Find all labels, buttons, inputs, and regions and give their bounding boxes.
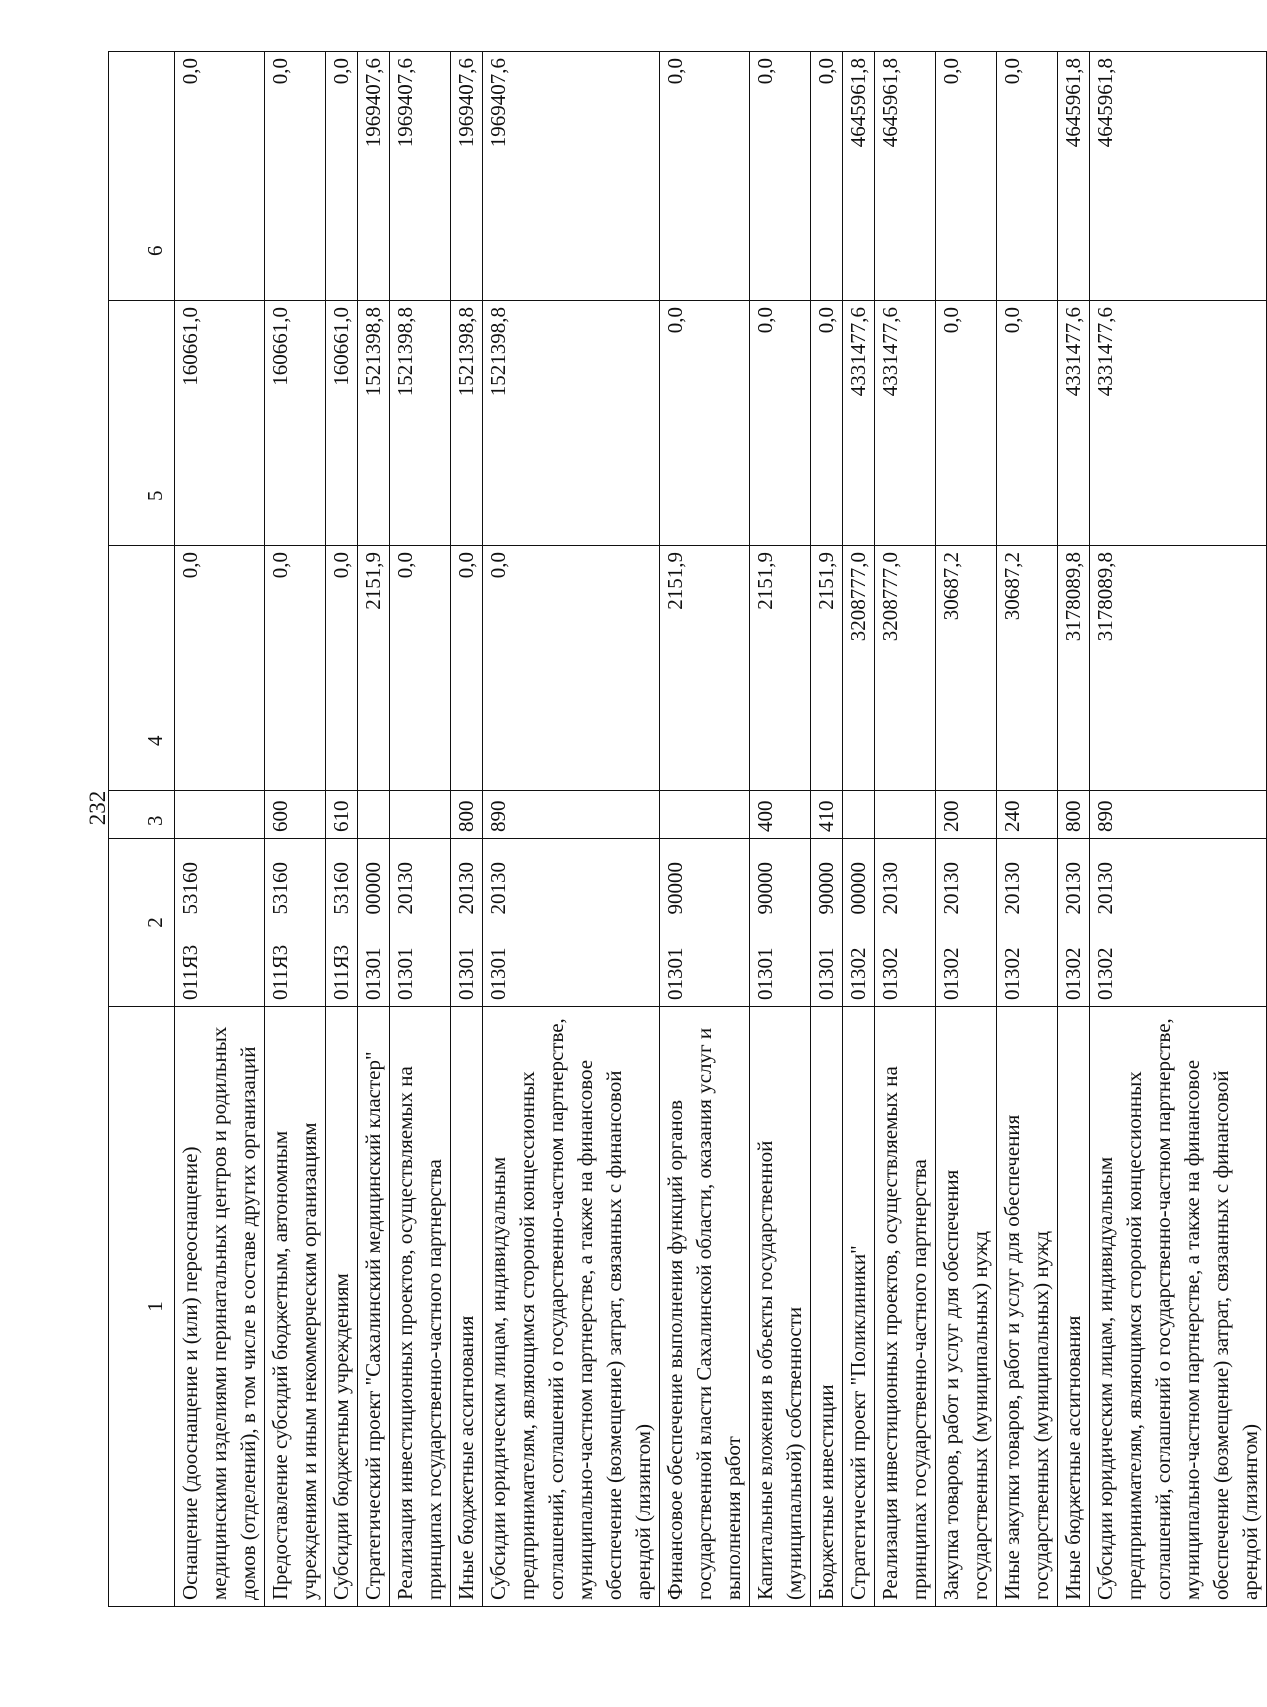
table-row: [997, 52, 1058, 1607]
table-row: [875, 52, 936, 1607]
expense-kind-cell: [660, 791, 750, 839]
value-col5-cell: 1521398,8: [358, 301, 390, 546]
row-name-cell: Стратегический проект "Поликлиники": [843, 1007, 875, 1607]
table-row: [483, 52, 660, 1607]
value-col6-cell: 0,0: [997, 52, 1058, 301]
header-row: [109, 52, 175, 1607]
table-row: [811, 52, 843, 1607]
table-row: [936, 52, 997, 1607]
program-code-cell: 01301: [483, 921, 660, 1007]
header-cell-4: 4: [109, 546, 175, 791]
value-col4-cell: 0,0: [265, 546, 326, 791]
value-col6-cell: 0,0: [811, 52, 843, 301]
table-row: [843, 52, 875, 1607]
value-col5-cell: 1521398,8: [390, 301, 451, 546]
header-cell-6: 6: [109, 52, 175, 301]
program-code-cell: 011Я3: [175, 921, 265, 1007]
row-name-cell: Стратегический проект "Сахалинский медицинский кластер": [358, 1007, 390, 1607]
value-col6-cell: 4645961,8: [843, 52, 875, 301]
row-name-cell: Иные закупки товаров, работ и услуг для обеспечения государственных (муниципальных) нужд: [997, 1007, 1058, 1607]
expense-kind-cell: 600: [265, 791, 326, 839]
direction-code-cell: 20130: [451, 839, 483, 921]
row-name-cell: Иные бюджетные ассигнования: [1058, 1007, 1090, 1607]
program-code-cell: 01301: [390, 921, 451, 1007]
value-col5-cell: 0,0: [660, 301, 750, 546]
expense-kind-cell: [358, 791, 390, 839]
value-col5-cell: 160661,0: [175, 301, 265, 546]
table-body: [109, 52, 1267, 1607]
program-code-cell: 01302: [1090, 921, 1267, 1007]
value-col5-cell: 4331477,6: [1090, 301, 1267, 546]
program-code-cell: 01302: [997, 921, 1058, 1007]
row-name-cell: Субсидии бюджетным учреждениям: [326, 1007, 358, 1607]
expense-kind-cell: 890: [483, 791, 660, 839]
header-cell-2: 2: [109, 839, 175, 1007]
row-name-cell: Субсидии юридическим лицам, индивидуальным предпринимателям, являющимся стороной концессионных соглашений, соглашений о государственно-частном партнерстве, муниципально-частном партнерстве, а также на финансовое обеспечение (возмещение) затрат, связанных с финансовой арендой (лизингом): [1090, 1007, 1267, 1607]
row-name-cell: Иные бюджетные ассигнования: [451, 1007, 483, 1607]
expense-kind-cell: [843, 791, 875, 839]
expense-kind-cell: [390, 791, 451, 839]
program-code-cell: 01301: [811, 921, 843, 1007]
expense-kind-cell: 610: [326, 791, 358, 839]
value-col6-cell: 4645961,8: [875, 52, 936, 301]
direction-code-cell: 53160: [265, 839, 326, 921]
value-col6-cell: 4645961,8: [1090, 52, 1267, 301]
direction-code-cell: 90000: [750, 839, 811, 921]
row-name-cell: Субсидии юридическим лицам, индивидуальным предпринимателям, являющимся стороной концессионных соглашений, соглашений о государственно-частном партнерстве, муниципально-частном партнерстве, а также на финансовое обеспечение (возмещение) затрат, связанных с финансовой арендой (лизингом): [483, 1007, 660, 1607]
program-code-cell: 01301: [451, 921, 483, 1007]
table-row: [390, 52, 451, 1607]
program-code-cell: 01302: [936, 921, 997, 1007]
expense-kind-cell: [175, 791, 265, 839]
value-col4-cell: 3208777,0: [875, 546, 936, 791]
value-col6-cell: 0,0: [265, 52, 326, 301]
value-col6-cell: 4645961,8: [1058, 52, 1090, 301]
direction-code-cell: 20130: [390, 839, 451, 921]
program-code-cell: 01302: [843, 921, 875, 1007]
row-name-cell: Оснащение (дооснащение и (или) переоснащение) медицинскими изделиями перинатальных центров и родильных домов (отделений), в том числе в составе других организаций: [175, 1007, 265, 1607]
value-col5-cell: 4331477,6: [1058, 301, 1090, 546]
direction-code-cell: 90000: [660, 839, 750, 921]
row-name-cell: Закупка товаров, работ и услуг для обеспечения государственных (муниципальных) нужд: [936, 1007, 997, 1607]
row-name-cell: Реализация инвестиционных проектов, осуществляемых на принципах государственно-частного партнерства: [390, 1007, 451, 1607]
value-col6-cell: 1969407,6: [483, 52, 660, 301]
row-name-cell: Капитальные вложения в объекты государственной (муниципальной) собственности: [750, 1007, 811, 1607]
row-name-cell: Финансовое обеспечение выполнения функций органов государственной власти Сахалинской области, оказания услуг и выполнения работ: [660, 1007, 750, 1607]
row-name-cell: Предоставление субсидий бюджетным, автономным учреждениям и иным некоммерческим организациям: [265, 1007, 326, 1607]
value-col6-cell: 0,0: [936, 52, 997, 301]
value-col4-cell: 3208777,0: [843, 546, 875, 791]
program-code-cell: 01301: [660, 921, 750, 1007]
expense-kind-cell: 800: [451, 791, 483, 839]
direction-code-cell: 53160: [326, 839, 358, 921]
header-cell-5: 5: [109, 301, 175, 546]
expense-kind-cell: 200: [936, 791, 997, 839]
value-col5-cell: 1521398,8: [451, 301, 483, 546]
value-col5-cell: 160661,0: [326, 301, 358, 546]
program-code-cell: 011Я3: [326, 921, 358, 1007]
direction-code-cell: 20130: [1058, 839, 1090, 921]
table-row: [175, 52, 265, 1607]
direction-code-cell: 20130: [936, 839, 997, 921]
table-row: [750, 52, 811, 1607]
table-row: [326, 52, 358, 1607]
value-col4-cell: 2151,9: [750, 546, 811, 791]
value-col4-cell: 0,0: [451, 546, 483, 791]
value-col5-cell: 0,0: [997, 301, 1058, 546]
direction-code-cell: 90000: [811, 839, 843, 921]
value-col5-cell: 0,0: [936, 301, 997, 546]
budget-sheet: [108, 52, 1262, 1607]
value-col4-cell: 2151,9: [660, 546, 750, 791]
value-col6-cell: 1969407,6: [358, 52, 390, 301]
expense-kind-cell: 800: [1058, 791, 1090, 839]
value-col4-cell: 30687,2: [936, 546, 997, 791]
value-col6-cell: 1969407,6: [390, 52, 451, 301]
table-row: [451, 52, 483, 1607]
value-col4-cell: 0,0: [175, 546, 265, 791]
program-code-cell: 01301: [358, 921, 390, 1007]
value-col6-cell: 0,0: [175, 52, 265, 301]
table-row: [265, 52, 326, 1607]
value-col4-cell: 0,0: [326, 546, 358, 791]
expense-kind-cell: 240: [997, 791, 1058, 839]
value-col6-cell: 0,0: [750, 52, 811, 301]
value-col5-cell: 4331477,6: [843, 301, 875, 546]
expense-kind-cell: 890: [1090, 791, 1267, 839]
expense-kind-cell: 400: [750, 791, 811, 839]
value-col4-cell: 3178089,8: [1058, 546, 1090, 791]
direction-code-cell: 00000: [358, 839, 390, 921]
value-col5-cell: 160661,0: [265, 301, 326, 546]
value-col5-cell: 1521398,8: [483, 301, 660, 546]
value-col5-cell: 4331477,6: [875, 301, 936, 546]
table-row: [660, 52, 750, 1607]
table-row: [1090, 52, 1267, 1607]
direction-code-cell: 20130: [875, 839, 936, 921]
value-col4-cell: 30687,2: [997, 546, 1058, 791]
direction-code-cell: 00000: [843, 839, 875, 921]
direction-code-cell: 20130: [483, 839, 660, 921]
value-col6-cell: 0,0: [660, 52, 750, 301]
program-code-cell: 01301: [750, 921, 811, 1007]
header-cell-3: 3: [109, 791, 175, 839]
value-col5-cell: 0,0: [811, 301, 843, 546]
direction-code-cell: 53160: [175, 839, 265, 921]
direction-code-cell: 20130: [997, 839, 1058, 921]
value-col4-cell: 3178089,8: [1090, 546, 1267, 791]
table-row: [1058, 52, 1090, 1607]
value-col6-cell: 0,0: [326, 52, 358, 301]
value-col6-cell: 1969407,6: [451, 52, 483, 301]
value-col4-cell: 2151,9: [811, 546, 843, 791]
value-col5-cell: 0,0: [750, 301, 811, 546]
budget-table: [108, 51, 1267, 1607]
table-row: [358, 52, 390, 1607]
page-number: 232: [85, 790, 110, 826]
header-cell-1: 1: [109, 1007, 175, 1607]
row-name-cell: Бюджетные инвестиции: [811, 1007, 843, 1607]
expense-kind-cell: 410: [811, 791, 843, 839]
value-col4-cell: 0,0: [483, 546, 660, 791]
expense-kind-cell: [875, 791, 936, 839]
row-name-cell: Реализация инвестиционных проектов, осуществляемых на принципах государственно-частного партнерства: [875, 1007, 936, 1607]
value-col4-cell: 0,0: [390, 546, 451, 791]
value-col4-cell: 2151,9: [358, 546, 390, 791]
program-code-cell: 01302: [875, 921, 936, 1007]
program-code-cell: 01302: [1058, 921, 1090, 1007]
direction-code-cell: 20130: [1090, 839, 1267, 921]
program-code-cell: 011Я3: [265, 921, 326, 1007]
